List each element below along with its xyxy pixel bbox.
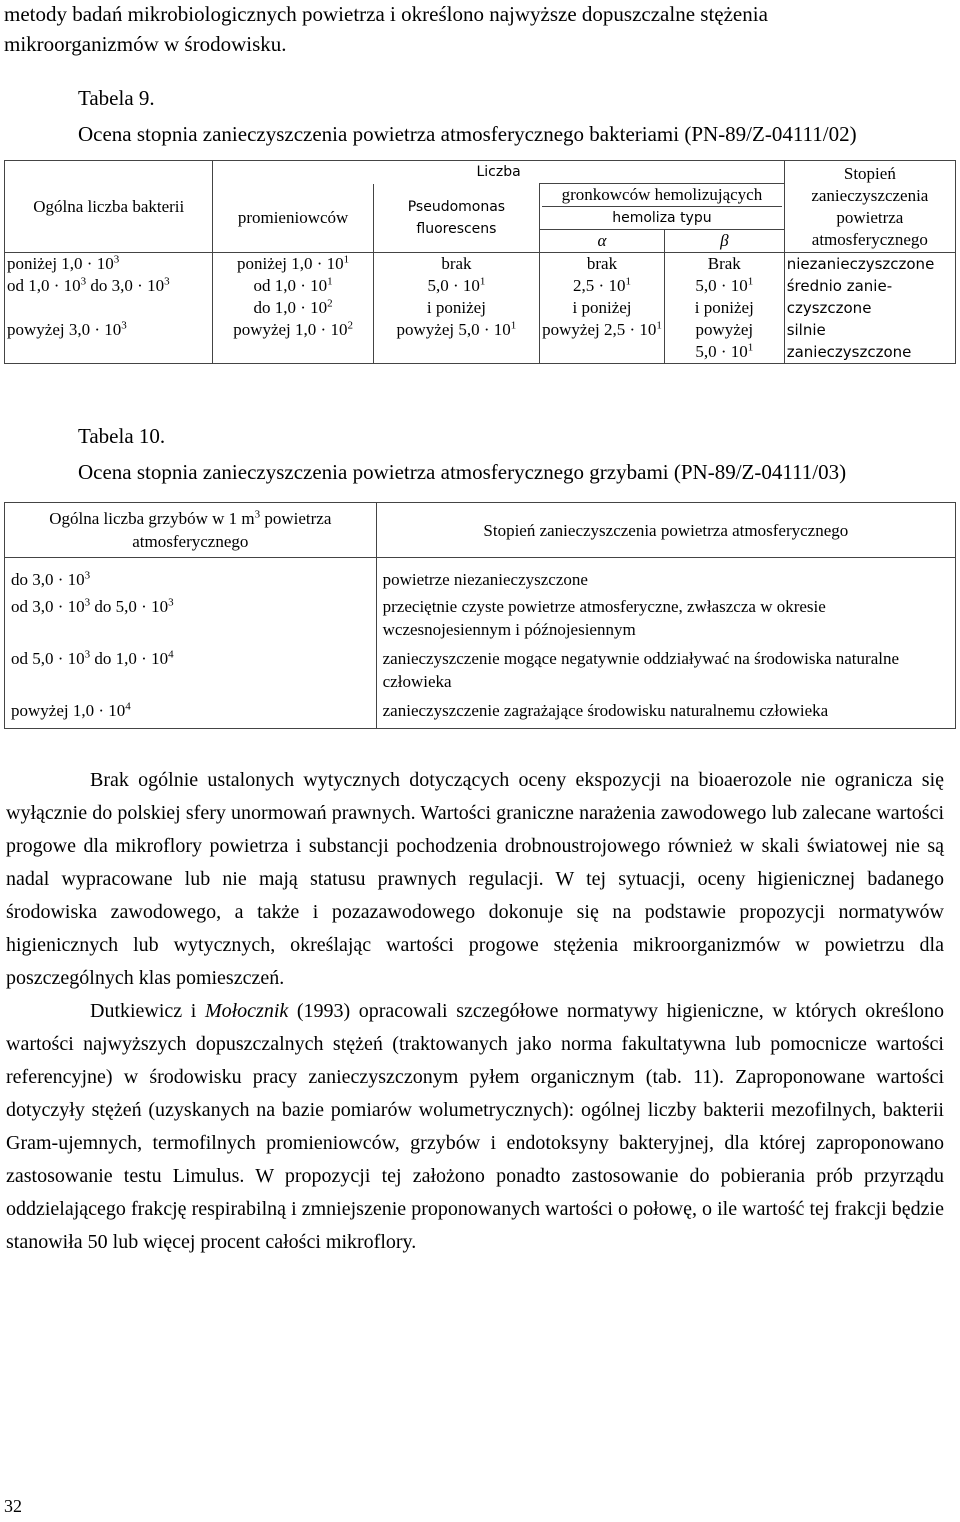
- t10-row: [5, 595, 956, 647]
- table10-label: Tabela 10.: [78, 424, 166, 448]
- t9-head-liczba: Liczba: [213, 161, 784, 184]
- t9-col-pseudo: brak $5,0 \cdot 10^1$ i poniżej powyżej $5,0 \cdot 10^1$: [373, 253, 539, 364]
- table9-label: Tabela 9.: [78, 86, 155, 110]
- table9-title: Ocena stopnia zanieczyszczenia powietrza atmosferycznego bakteriami (PN-89/Z-04111/02): [78, 122, 857, 146]
- t9-col-total: poniżej $1,0 \cdot 10^3$ od $1,0 \cdot 10^3$ do $3,0 \cdot 10^3$ powyżej $3,0 \cdot 10^3$: [5, 253, 213, 364]
- t10-row-degree: zanieczyszczenie zagrażające środowisku naturalnemu człowieka: [376, 699, 955, 729]
- body-text: [6, 764, 944, 1259]
- t10-row-value: powyżej $1,0 \cdot 10^4$: [5, 699, 377, 729]
- table10: [4, 502, 956, 729]
- t10-row-degree: powietrze niezanieczyszczone: [376, 558, 955, 596]
- t10-row-degree: zanieczyszczenie mogące negatywnie oddziaływać na środowiska naturalne człowieka: [376, 647, 955, 699]
- t10-row: [5, 558, 956, 596]
- t9-col-prom: poniżej $1,0 \cdot 10^1$ od $1,0 \cdot 10^1$ do $1,0 \cdot 10^2$ powyżej $1,0 \cdot 10^2$: [213, 253, 373, 364]
- paragraph-2: Dutkiewicz i Mołocznik (1993) opracowali szczegółowe normatywy higieniczne, w których określono wartości najwyższych dopuszczalnych stężeń (traktowanych jako norma fakultatywna lub pomocnicze wartości referencyjne) w środowisku pracy zanieczyszczonym pyłem organicznym (tab. 11). Zaproponowane wartości dotyczyły stężeń (uzyskanych na bazie pomiarów wolumetrycznych): ogólnej liczby bakterii mezofilnych, bakterii Gram-ujemnych, termofilnych promieniowców, grzybów i endotoksyny bakteryjnej, dla której zaproponowano zastosowanie testu Limulus. W propozycji tej założono ponadto zastosowanie do pobierania prób przyrządu oddzielającego frakcję respirabilną i zmniejszenie proponowanych wartości o połowę, o ile wartość tej frakcji będzie stanowiła 50 lub więcej procent całości mikroflory.: [6, 1000, 944, 1253]
- t9-head-alpha: α: [540, 230, 665, 253]
- intro-line-2: mikroorganizmów w środowisku.: [4, 32, 287, 56]
- t10-row-value: od $5,0 \cdot 10^3$ do $1,0 \cdot 10^4$: [5, 647, 377, 699]
- author-name: Mołocznik: [204, 1000, 289, 1022]
- t9-head-prom: promieniowców: [213, 184, 373, 253]
- t10-row-degree: przeciętnie czyste powietrze atmosferyczne, zwłaszcza w okresie wczesnojesiennym i późnojesiennym: [376, 595, 955, 647]
- t10-head-left: Ogólna liczba grzybów w 1 $m^3$ powietrza atmosferycznego: [5, 503, 377, 558]
- t10-row: [5, 699, 956, 729]
- t9-head-gronk: gronkowców hemolizujących hemoliza typu: [540, 184, 785, 230]
- t9-col-beta: Brak $5,0 \cdot 10^1$ i poniżej powyżej $5,0 \cdot 10^1$: [664, 253, 784, 364]
- t10-row-value: od $3,0 \cdot 10^3$ do $5,0 \cdot 10^3$: [5, 595, 377, 647]
- t9-head-pseudo: Pseudomonas fluorescens: [373, 184, 539, 253]
- t10-row: [5, 647, 956, 699]
- t9-col-alpha: brak $2,5 \cdot 10^1$ i poniżej powyżej $2,5 \cdot 10^1$: [540, 253, 665, 364]
- t9-col-stopien: niezanieczyszczone średnio zanie- czyszczone silnie zanieczyszczone: [784, 253, 955, 364]
- t9-head-total: Ogólna liczba bakterii: [5, 161, 213, 253]
- page-number: 32: [4, 1496, 22, 1516]
- paragraph-1: Brak ogólnie ustalonych wytycznych dotyczących oceny ekspozycji na bioaerozole nie ogranicza się wyłącznie do polskiej sfery unormowań prawnych. Wartości graniczne narażenia zawodowego lub zalecane wartości progowe dla mikroflory powietrza i substancji pochodzenia drobnoustrojowego również w skali światowej nie są nadal wypracowane lub nie mają statusu prawnych regulacji. W tej sytuacji, oceny higienicznej badanego środowiska zawodowego, a także i pozazawodowego dokonuje się na podstawie propozycji normatywów higienicznych lub wytycznych, określając wartości progowe stężenia mikroorganizmów w powietrzu dla poszczególnych klas pomieszczeń.: [6, 769, 944, 989]
- t10-head-right: Stopień zanieczyszczenia powietrza atmosferycznego: [376, 503, 955, 558]
- intro-line-1: metody badań mikrobiologicznych powietrza i określono najwyższe dopuszczalne stężenia: [4, 2, 768, 26]
- t9-head-stopien: Stopień zanieczyszczenia powietrza atmosferycznego: [784, 161, 955, 253]
- t9-head-beta: β: [664, 230, 784, 253]
- table9: [4, 160, 956, 364]
- table10-title: Ocena stopnia zanieczyszczenia powietrza atmosferycznego grzybami (PN-89/Z-04111/03): [78, 460, 847, 484]
- t10-row-value: do $3,0 \cdot 10^3$: [5, 558, 377, 596]
